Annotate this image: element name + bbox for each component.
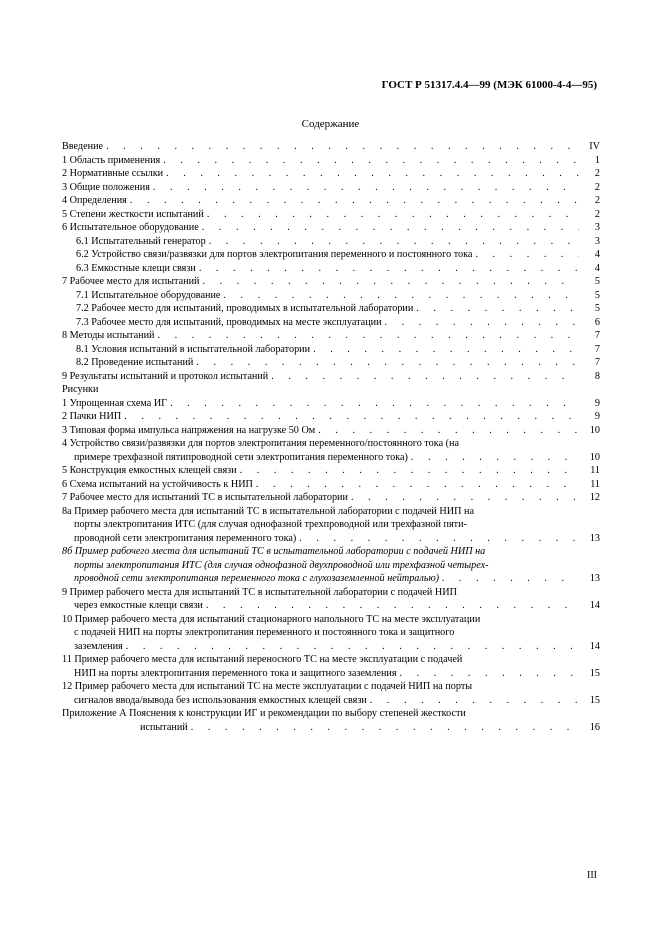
page-number: III: [587, 870, 597, 881]
toc-entry[interactable]: [62, 640, 600, 654]
toc-entry-page: 11: [590, 478, 600, 490]
toc-entry-page: 10: [589, 424, 600, 436]
toc-entry-page: 4: [594, 262, 600, 274]
toc-entry-page: 15: [589, 667, 600, 679]
toc-entry-page: 9: [594, 397, 600, 409]
toc-entry[interactable]: [62, 248, 600, 262]
toc-entry-line: 9 Пример рабочего места для испытаний ТС в испытательной лаборатории с подачей НИП: [62, 586, 457, 598]
toc-entry-page: 12: [589, 492, 600, 503]
toc-entry-page: 5: [594, 303, 600, 314]
toc-entry-line: 11 Пример рабочего места для испытаний переносного ТС на месте эксплуатации с подачей: [62, 654, 463, 665]
toc-entry-page: 7: [594, 357, 600, 368]
toc-entry[interactable]: [62, 370, 600, 384]
toc-entry-text: 1 Упрощенная схема ИГ: [62, 397, 168, 409]
toc-entry[interactable]: [62, 167, 600, 181]
toc-entry-text: проводной сети электропитания переменного тока с глухозаземленной нейтралью): [74, 573, 440, 584]
toc-entry-text: примере трехфазной пятипроводной сети электропитания переменного тока): [74, 451, 408, 463]
toc-entry[interactable]: [62, 424, 600, 438]
toc-entry-line: 4 Устройство связи/развязки для портов электропитания переменного/постоянного тока (на: [62, 438, 460, 449]
toc-entry-page: 2: [594, 195, 600, 206]
toc-entry[interactable]: [62, 572, 600, 586]
toc-entry[interactable]: [62, 329, 600, 343]
toc-entry[interactable]: [62, 262, 600, 276]
toc-entry-text: 8.1 Условия испытаний в испытательной лаборатории: [76, 343, 311, 355]
toc-entry-line: 10 Пример рабочего места для испытаний стационарного напольного ТС на месте эксплуатации: [62, 613, 481, 625]
toc-entry-text: 8 Методы испытаний: [62, 330, 155, 341]
toc-entry-text: 7 Рабочее место для испытаний: [62, 276, 200, 287]
toc-entry-text: 5 Конструкция емкостных клещей связи: [62, 465, 237, 476]
toc-entry-line: 12 Пример рабочего места для испытаний ТС на месте эксплуатации с подачей НИП на порты: [62, 681, 473, 692]
toc-entry-line: Приложение А Пояснения к конструкции ИГ и рекомендации по выбору степеней жесткости: [62, 708, 466, 719]
toc-entry-text: 9 Результаты испытаний и протокол испытаний: [62, 370, 269, 382]
toc-entry[interactable]: [62, 343, 600, 357]
toc-entry-text: 6 Испытательное оборудование: [62, 222, 199, 233]
toc-entry-text: 1 Область применения: [62, 154, 161, 166]
toc-entry-page: 5: [594, 289, 600, 301]
toc-entry-page: 13: [589, 573, 600, 584]
toc-entry-page: 1: [594, 154, 600, 166]
toc-entry[interactable]: [62, 694, 600, 708]
toc-entry-page: 5: [594, 276, 600, 287]
toc-entry[interactable]: [62, 451, 600, 465]
toc-entry-text: 3 Типовая форма импульса напряжения на нагрузке 50 Ом: [62, 424, 316, 436]
toc-entry-line: порты электропитания ИТС (для случая однофазной двухпроводной или трехфазной четырех-: [74, 559, 489, 571]
toc-entry-text: 6.1 Испытательный генератор: [76, 235, 206, 247]
toc-entry-page: 7: [594, 330, 600, 341]
toc-entry-page: 14: [589, 600, 600, 611]
toc-entry-text: 7 Рабочее место для испытаний ТС в испытательной лаборатории: [62, 492, 348, 503]
toc-entry[interactable]: [62, 208, 600, 222]
toc-entry[interactable]: [62, 235, 600, 249]
toc-entry[interactable]: [62, 599, 600, 613]
toc-entry-line: порты электропитания ИТС (для случая однофазной трехпроводной или трехфазной пяти-: [74, 519, 467, 530]
toc-entry-text: сигналов ввода/вывода без использования емкостных клещей связи: [74, 694, 367, 706]
toc-title: Содержание: [301, 118, 360, 130]
toc-entry-line: 8а Пример рабочего места для испытаний ТС в испытательной лаборатории с подачей НИП на: [62, 505, 474, 517]
toc-entry-page: 2: [594, 181, 600, 193]
toc-entry-page: 3: [594, 222, 600, 233]
toc-entry[interactable]: [62, 154, 600, 168]
toc-entry[interactable]: [62, 316, 600, 330]
toc-entry[interactable]: [62, 289, 600, 303]
toc-entry[interactable]: [62, 181, 600, 195]
toc-entry-text: 6 Схема испытаний на устойчивость к НИП: [62, 478, 253, 490]
toc-entry-page: 3: [594, 235, 600, 247]
toc-entry-page: 2: [594, 168, 600, 179]
toc-entry-text: 7.1 Испытательное оборудование: [76, 289, 221, 301]
toc-entry-page: 16: [589, 721, 600, 733]
toc-entry-line: 8б Пример рабочего места для испытаний ТС в испытательной лаборатории с подачей НИП на: [62, 546, 486, 557]
toc-entry-page: 11: [590, 465, 600, 476]
toc-entry-text: 6.2 Устройство связи/развязки для портов электропитания переменного и постоянного тока: [76, 249, 473, 260]
toc-entry-text: 8.2 Проведение испытаний: [76, 357, 194, 368]
toc-entry[interactable]: [62, 410, 600, 424]
toc-entry-page: 10: [589, 451, 600, 463]
toc-entry-page: 14: [589, 640, 600, 652]
toc-entry[interactable]: [62, 721, 600, 735]
toc-section-heading: Рисунки: [62, 384, 99, 395]
table-of-contents: [62, 140, 600, 734]
toc-entry-page: 2: [594, 208, 600, 220]
toc-entry[interactable]: [62, 464, 600, 478]
toc-entry[interactable]: [62, 667, 600, 681]
toc-entry[interactable]: [62, 140, 600, 154]
toc-entry[interactable]: [62, 194, 600, 208]
toc-entry-text: 3 Общие положения: [62, 181, 150, 193]
toc-entry-page: 13: [589, 532, 600, 544]
toc-entry[interactable]: [62, 302, 600, 316]
toc-entry-text: через емкостные клещи связи: [74, 600, 203, 611]
toc-entry-text: проводной сети электропитания переменного тока): [74, 532, 297, 544]
toc-entry-page: 7: [594, 343, 600, 355]
toc-entry-text: 7.3 Рабочее место для испытаний, проводимых на месте эксплуатации: [76, 316, 382, 328]
toc-entry[interactable]: [62, 275, 600, 289]
toc-entry-text: 5 Степени жесткости испытаний: [62, 208, 204, 220]
toc-entry-text: 2 Нормативные ссылки: [62, 168, 164, 179]
toc-entry-page: 9: [594, 411, 600, 422]
toc-entry[interactable]: [62, 356, 600, 370]
toc-entry-text: НИП на порты электропитания переменного тока и защитного заземления: [74, 667, 397, 679]
toc-entry-text: 2 Пачки НИП: [62, 411, 122, 422]
toc-entry-page: 15: [589, 694, 600, 706]
toc-entry-text: заземления: [74, 640, 123, 652]
toc-entry-text: 6.3 Емкостные клещи связи: [76, 262, 196, 274]
toc-entry[interactable]: [62, 491, 600, 505]
toc-entry-text: 4 Определения: [62, 195, 127, 206]
toc-entry[interactable]: [62, 532, 600, 546]
toc-entry-page: 6: [594, 316, 600, 328]
toc-entry[interactable]: [62, 397, 600, 411]
toc-entry[interactable]: [62, 221, 600, 235]
toc-entry-line: с подачей НИП на порты электропитания переменного и постоянного тока и защитного: [74, 627, 455, 638]
toc-entry-text: Введение: [62, 141, 104, 152]
toc-entry-text: 7.2 Рабочее место для испытаний, проводимых в испытательной лаборатории: [76, 303, 414, 314]
toc-entry[interactable]: [62, 478, 600, 492]
toc-entry-page: 8: [594, 370, 600, 382]
document-header: ГОСТ Р 51317.4.4—99 (МЭК 61000-4-4—95): [381, 79, 597, 91]
toc-entry-page: IV: [589, 141, 600, 152]
toc-entry-page: 4: [594, 249, 600, 260]
toc-entry-text: испытаний: [140, 721, 188, 733]
